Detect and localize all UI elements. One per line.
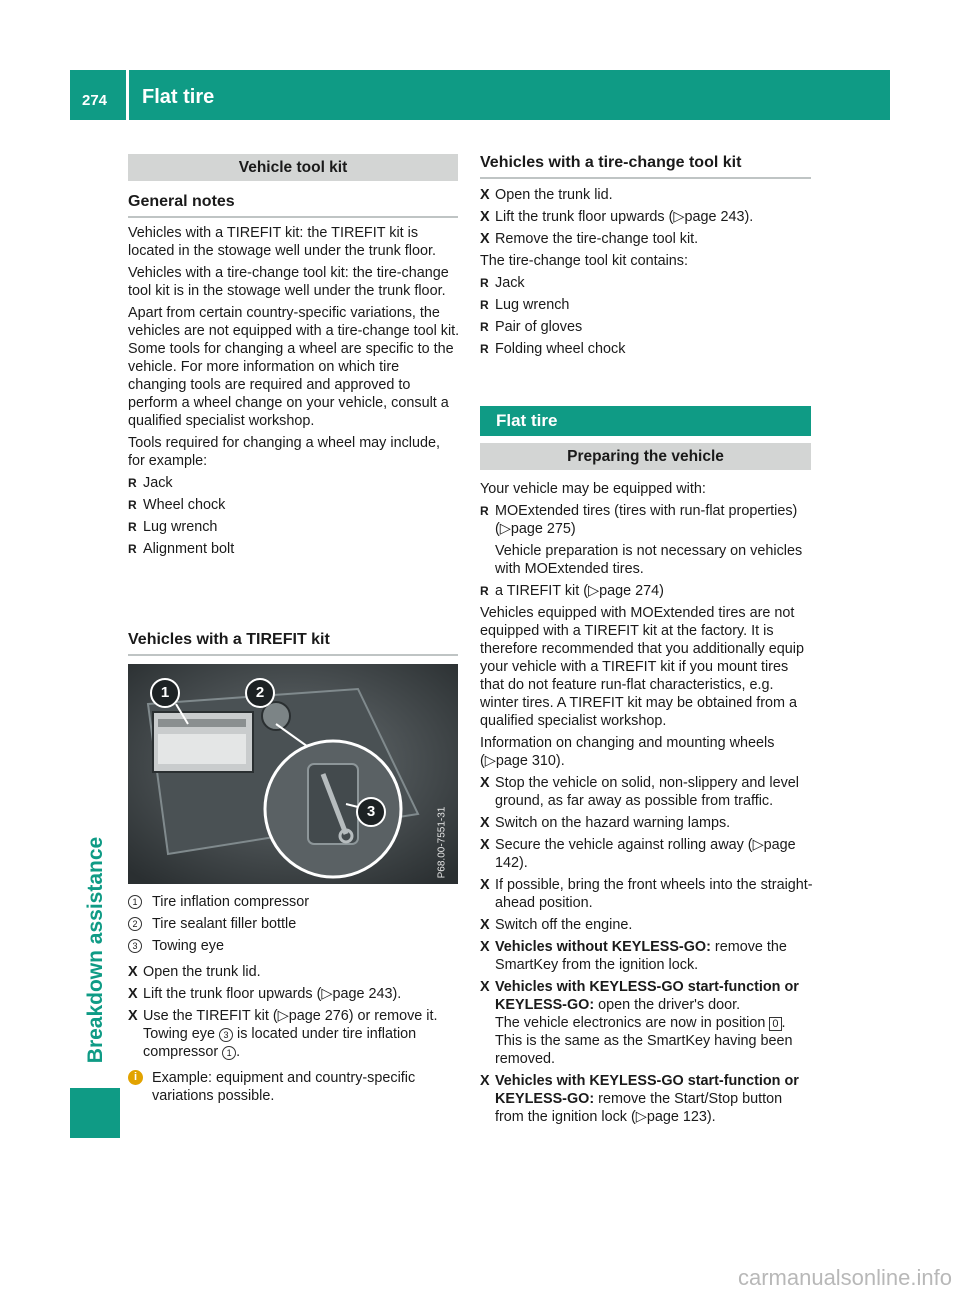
legend-text: Towing eye	[152, 938, 224, 954]
page-ref-icon: ▷	[484, 753, 496, 769]
step-arrow-icon: X	[480, 917, 490, 933]
step-item	[480, 208, 811, 226]
step-text: Lift the trunk floor upwards (	[143, 986, 322, 1002]
step-arrow-icon: X	[480, 775, 490, 791]
page-ref-link[interactable]: page 123).	[646, 1109, 716, 1125]
list-item: R Lug wrench	[480, 296, 811, 314]
list-item: R Jack	[128, 474, 460, 492]
step-text: Stop the vehicle on solid, non-slippery and level ground, as far away as possible from traffic.	[495, 775, 799, 809]
step-item	[480, 836, 813, 872]
page-ref-link[interactable]: page 274)	[599, 583, 664, 599]
legend-number: 3	[128, 939, 142, 953]
step-text: Switch off the engine.	[495, 917, 633, 933]
step-arrow-icon: X	[480, 231, 490, 247]
step-item	[128, 1007, 460, 1061]
header-divider	[126, 70, 129, 120]
page-ref-link[interactable]: page 243).	[684, 209, 754, 225]
step-arrow-icon: X	[480, 1073, 490, 1089]
page-ref-link[interactable]: page 243).	[332, 986, 402, 1002]
inline-callout: 1	[222, 1046, 236, 1060]
step-text: Use the TIREFIT kit (	[143, 1008, 278, 1024]
note-text: The vehicle electronics are now in position	[495, 1015, 770, 1031]
step-item	[480, 938, 813, 974]
step-text: If possible, bring the front wheels into the straight-ahead position.	[495, 877, 813, 911]
step-text: open the driver's door.	[594, 997, 741, 1013]
legend-item	[128, 937, 460, 955]
page-number: 274	[82, 92, 108, 109]
step-arrow-icon: X	[480, 187, 490, 203]
page-ref-icon: ▷	[588, 583, 600, 599]
step-condition: Vehicles with KEYLESS-GO start-function or KEYLESS-GO:	[495, 979, 799, 1013]
legend-text: Tire sealant filler bottle	[152, 916, 297, 932]
heading-general-notes: General notes	[128, 193, 235, 210]
watermark	[0, 1265, 960, 1291]
list-item	[480, 582, 813, 600]
step-item	[480, 774, 813, 810]
step-text: Remove the tire-change tool kit.	[495, 231, 699, 247]
paragraph	[480, 734, 813, 770]
paragraph: Vehicles with a tire-change tool kit: the tire-change tool kit is in the stowage well under the trunk floor.	[128, 265, 449, 299]
page-ref-icon: ▷	[321, 986, 333, 1002]
step-arrow-icon: X	[128, 1008, 138, 1024]
step-text: Switch on the hazard warning lamps.	[495, 815, 731, 831]
legend-item	[128, 893, 460, 911]
step-item	[480, 186, 811, 204]
list-item: R Wheel chock	[128, 496, 460, 514]
page-title: Flat tire	[142, 86, 215, 108]
page-ref-icon: ▷	[752, 837, 764, 853]
list-item: R Lug wrench	[128, 518, 460, 536]
step-item	[480, 916, 813, 934]
legend-text: Tire inflation compressor	[152, 894, 310, 910]
side-tab	[76, 800, 116, 1100]
step-arrow-icon: X	[128, 986, 138, 1002]
callout-3: 3	[356, 797, 386, 827]
heading-tire-change-tool-kit: Vehicles with a tire-change tool kit	[480, 154, 742, 171]
paragraph: Apart from certain country-specific variations, the vehicles are not equipped with a tire-change tool kit. Some tools for changing a wheel are specific to the vehicle. For more information on which tire changing tools are required and approved to perform a wheel change on your vehicle, consult a qualified specialist workshop.	[128, 305, 460, 429]
heading-rule	[480, 177, 811, 179]
list-item: R Folding wheel chock	[480, 340, 811, 358]
preparing-body	[480, 480, 813, 1126]
heading-tirefit-kit: Vehicles with a TIREFIT kit	[128, 631, 330, 648]
heading-rule	[128, 216, 458, 218]
page-ref-icon: ▷	[277, 1008, 289, 1024]
step-item	[480, 814, 813, 832]
step-item	[480, 978, 813, 1014]
step-text: Lift the trunk floor upwards (	[495, 209, 674, 225]
step-condition: Vehicles without KEYLESS-GO:	[495, 939, 711, 955]
info-note	[128, 1069, 460, 1105]
step-item	[480, 876, 813, 912]
info-text: Example: equipment and country-specific variations possible.	[152, 1070, 416, 1104]
legend-number: 2	[128, 917, 142, 931]
tirefit-kit-photo	[128, 664, 458, 884]
paragraph: Vehicles with a TIREFIT kit: the TIREFIT kit is located in the stowage well under the trunk floor.	[128, 225, 436, 259]
paragraph-text: Information on changing and mounting wheels (	[480, 735, 775, 769]
ignition-position-badge: 0	[769, 1017, 781, 1031]
callout-1: 1	[150, 678, 180, 708]
heading-rule	[128, 654, 458, 656]
list-note: Vehicle preparation is not necessary on vehicles with MOExtended tires.	[495, 543, 803, 577]
info-icon: i	[128, 1070, 143, 1085]
page-ref-link[interactable]: page 276) or remove it. Towing eye	[143, 1008, 438, 1042]
page-ref-link[interactable]: page 310).	[495, 753, 565, 769]
page-ref-link[interactable]: page 142).	[495, 837, 796, 871]
step-arrow-icon: X	[480, 209, 490, 225]
step-arrow-icon: X	[480, 837, 490, 853]
section-heading-flat-tire: Flat tire	[480, 406, 811, 436]
section-heading-vehicle-tool-kit: Vehicle tool kit	[128, 154, 458, 181]
step-item	[480, 1072, 813, 1126]
step-arrow-icon: X	[128, 964, 138, 980]
step-condition: Vehicles with KEYLESS-GO start-function or KEYLESS-GO:	[495, 1073, 799, 1107]
step-text: is located under tire inflation compressor	[143, 1026, 417, 1060]
step-text: remove the Start/Stop button from the ignition lock (	[495, 1091, 783, 1125]
step-item	[480, 230, 811, 248]
page-ref-link[interactable]: page 275)	[510, 521, 576, 537]
watermark-text: carmanualsonline.info	[737, 1265, 952, 1290]
list-item: R Alignment bolt	[128, 540, 460, 558]
step-note	[480, 1014, 813, 1068]
list-item: R Pair of gloves	[480, 318, 811, 336]
step-text: Open the trunk lid.	[495, 187, 613, 203]
tirefit-body	[128, 893, 460, 1105]
image-code-text: P68.00-7551-31	[436, 806, 448, 878]
legend-item	[128, 915, 460, 933]
paragraph: Vehicles equipped with MOExtended tires are not equipped with a TIREFIT kit at the factory. It is therefore recommended that you additionally equip your vehicle with a TIREFIT kit if you mount tires that do not feature run-flat characteristics, e.g. winter tires. A TIREFIT kit may be obtained from a qualified specialist workshop.	[480, 605, 804, 729]
legend-number: 1	[128, 895, 142, 909]
page-ref-icon: ▷	[673, 209, 685, 225]
list-item	[480, 502, 813, 538]
step-text: Secure the vehicle against rolling away (	[495, 837, 753, 853]
inline-callout: 3	[219, 1028, 233, 1042]
page-ref-icon: ▷	[499, 521, 511, 537]
list-text: MOExtended tires (tires with run-flat properties) (	[495, 503, 798, 537]
side-tab-label: Breakdown assistance	[84, 836, 107, 1064]
step-arrow-icon: X	[480, 815, 490, 831]
paragraph: Your vehicle may be equipped with:	[480, 481, 706, 497]
step-item	[128, 963, 460, 981]
step-text: Open the trunk lid.	[143, 964, 261, 980]
step-text: remove the SmartKey from the ignition lock.	[495, 939, 787, 973]
list-item: R Jack	[480, 274, 811, 292]
step-arrow-icon: X	[480, 979, 490, 995]
general-notes-body	[128, 224, 460, 558]
note-text: . This is the same as the SmartKey having been removed.	[495, 1015, 793, 1067]
step-item	[128, 985, 460, 1003]
step-arrow-icon: X	[480, 939, 490, 955]
list-text: a TIREFIT kit (	[495, 583, 589, 599]
tool-kit-body	[480, 186, 811, 358]
step-text: .	[236, 1044, 241, 1060]
step-arrow-icon: X	[480, 877, 490, 893]
page-ref-icon: ▷	[635, 1109, 647, 1125]
image-code	[432, 804, 452, 880]
paragraph: The tire-change tool kit contains:	[480, 253, 688, 269]
paragraph: Tools required for changing a wheel may include, for example:	[128, 435, 440, 469]
section-heading-preparing-vehicle: Preparing the vehicle	[480, 443, 811, 470]
callout-2: 2	[245, 678, 275, 708]
side-tab-marker	[70, 1088, 120, 1138]
